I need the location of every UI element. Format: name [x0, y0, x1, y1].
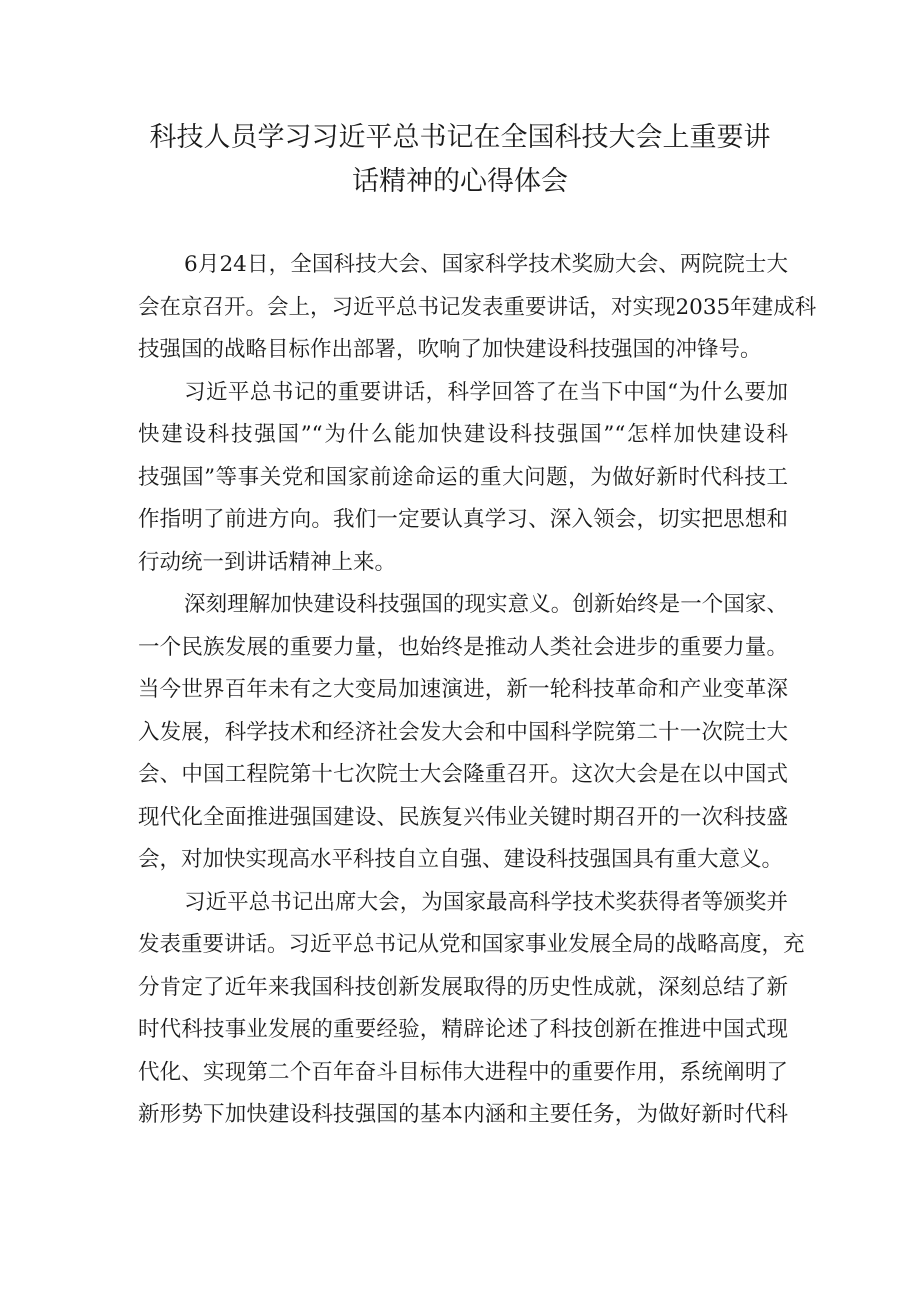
text-line: 技强国”等事关党和国家前途命运的重大问题，为做好新时代科技工: [138, 464, 788, 490]
text-line: 习近平总书记的重要讲话，科学回答了在当下中国“为什么要加: [184, 379, 788, 405]
text-line: 分肯定了近年来我国科技创新发展取得的历史性成就，深刻总结了新: [138, 974, 788, 1000]
text-line: 新形势下加快建设科技强国的基本内涵和主要任务，为做好新时代科: [138, 1102, 788, 1127]
document-body: [138, 244, 817, 1137]
paragraph-4: [138, 882, 805, 1137]
text-line: 技强国的战略目标作出部署，吹响了加快建设科技强国的冲锋号。: [138, 337, 762, 362]
paragraph-2: [138, 372, 788, 585]
text-line: 代化、实现第二个百年奋斗目标伟大进程中的重要作用，系统阐明了: [138, 1059, 788, 1085]
text-line: 现代化全面推进强国建设、民族复兴伟业关键时期召开的一次科技盛: [138, 804, 788, 830]
text-line: 行动统一到讲话精神上来。: [138, 549, 397, 575]
paragraph-3: [138, 584, 788, 882]
text-line: 作指明了前进方向。我们一定要认真学习、深入领会，切实把思想和: [138, 507, 788, 532]
text-line: 6月24日，全国科技大会、国家科学技术奖励大会、两院院士大: [184, 252, 788, 277]
text-line: 当今世界百年未有之大变局加速演进，新一轮科技革命和产业变革深: [138, 677, 788, 702]
text-line: 一个民族发展的重要力量，也始终是推动人类社会进步的重要力量。: [138, 634, 788, 660]
text-line: 深刻理解加快建设科技强国的现实意义。创新始终是一个国家、: [184, 592, 788, 617]
title-line-2: 话精神的心得体会: [352, 166, 568, 197]
paragraph-1: [138, 244, 817, 372]
text-line: 发表重要讲话。习近平总书记从党和国家事业发展全局的战略高度，充: [138, 932, 805, 957]
text-line: 时代科技事业发展的重要经验，精辟论述了科技创新在推进中国式现: [138, 1017, 788, 1042]
text-line: 会在京召开。会上，习近平总书记发表重要讲话，对实现2035年建成科: [138, 294, 817, 320]
text-line: 入发展，科学技术和经济社会发大会和中国科学院第二十一次院士大: [138, 719, 788, 745]
title-line-1: 科技人员学习习近平总书记在全国科技大会上重要讲: [149, 122, 771, 153]
text-line: 会、中国工程院第十七次院士大会隆重召开。这次大会是在以中国式: [138, 762, 788, 787]
document-title: [0, 116, 920, 204]
text-line: 会，对加快实现高水平科技自立自强、建设科技强国具有重大意义。: [138, 847, 784, 872]
text-line: 习近平总书记出席大会，为国家最高科学技术奖获得者等颁奖并: [184, 889, 788, 915]
text-line: 快建设科技强国”“为什么能加快建设科技强国”“怎样加快建设科: [138, 422, 788, 447]
